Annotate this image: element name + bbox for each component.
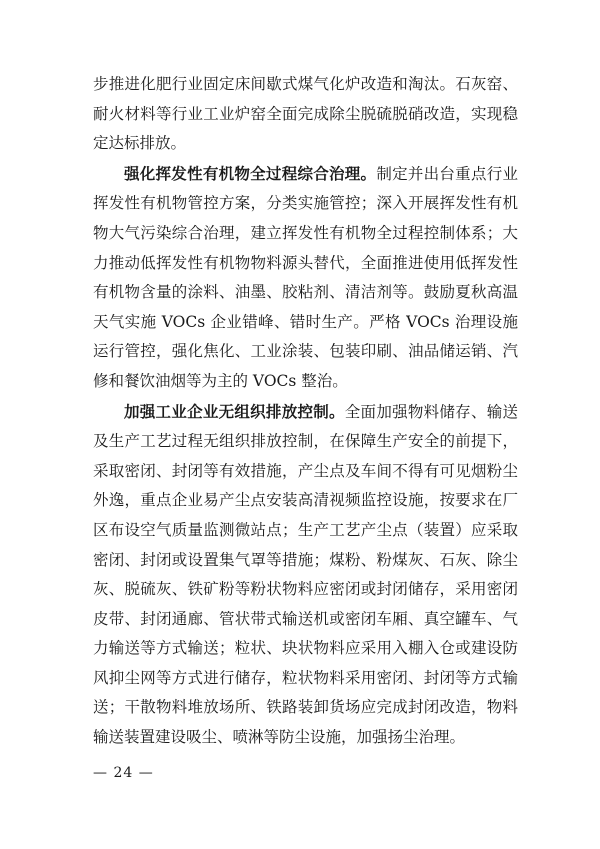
paragraph-text: 步推进化肥行业固定床间歇式煤气化炉改造和淘汰。石灰窑、耐火材料等行业工业炉窑全面完成除尘脱硫脱硝改造，实现稳定达标排放。 <box>93 75 518 153</box>
page-number: — 24 — <box>93 765 154 781</box>
paragraph-text: 制定并出台重点行业挥发性有机物管控方案，分类实施管控；深入开展挥发性有机物大气污染综合治理，建立挥发性有机物全过程控制体系；大力推动低挥发性有机物物料源头替代，全面推进使用低挥发性有机物含量的涂料、油墨、胶粘剂、清洁剂等。鼓励夏秋高温天气实施 VOCs 企业错峰、错时生产。严格 VOCs 治理设施运行管控，强化焦化、工业涂装、包装印刷、油品储运销、汽修和餐饮油烟等为主的 VOCs 整治。 <box>93 164 518 390</box>
paragraph-heading: 加强工业企业无组织排放控制。 <box>124 401 345 421</box>
paragraph-voc-governance <box>93 159 518 397</box>
paragraph-text: 全面加强物料储存、输送及生产工艺过程无组织排放控制，在保障生产安全的前提下，采取密闭、封闭等有效措施，产尘点及车间不得有可见烟粉尘外逸，重点企业易产尘点安装高清视频监控设施，按要求在厂区布设空气质量监测微站点；生产工艺产尘点（装置）应采取密闭、封闭或设置集气罩等措施；煤粉、粉煤灰、石灰、除尘灰、脱硫灰、铁矿粉等粉状物料应密闭或封闭储存，采用密闭皮带、封闭通廊、管状带式输送机或密闭车厢、真空罐车、气力输送等方式输送；粒状、块状物料应采用入棚入仓或建设防风抑尘网等方式进行储存，粒状物料采用密闭、封闭等方式输送；干散物料堆放场所、铁路装卸货场应完成封闭改造，物料输送装置建设吸尘、喷淋等防尘设施，加强扬尘治理。 <box>93 402 518 747</box>
paragraph-fugitive-emission <box>93 397 518 753</box>
paragraph-continued <box>93 70 518 159</box>
body-text <box>93 70 518 753</box>
paragraph-heading: 强化挥发性有机物全过程综合治理。 <box>124 163 377 183</box>
